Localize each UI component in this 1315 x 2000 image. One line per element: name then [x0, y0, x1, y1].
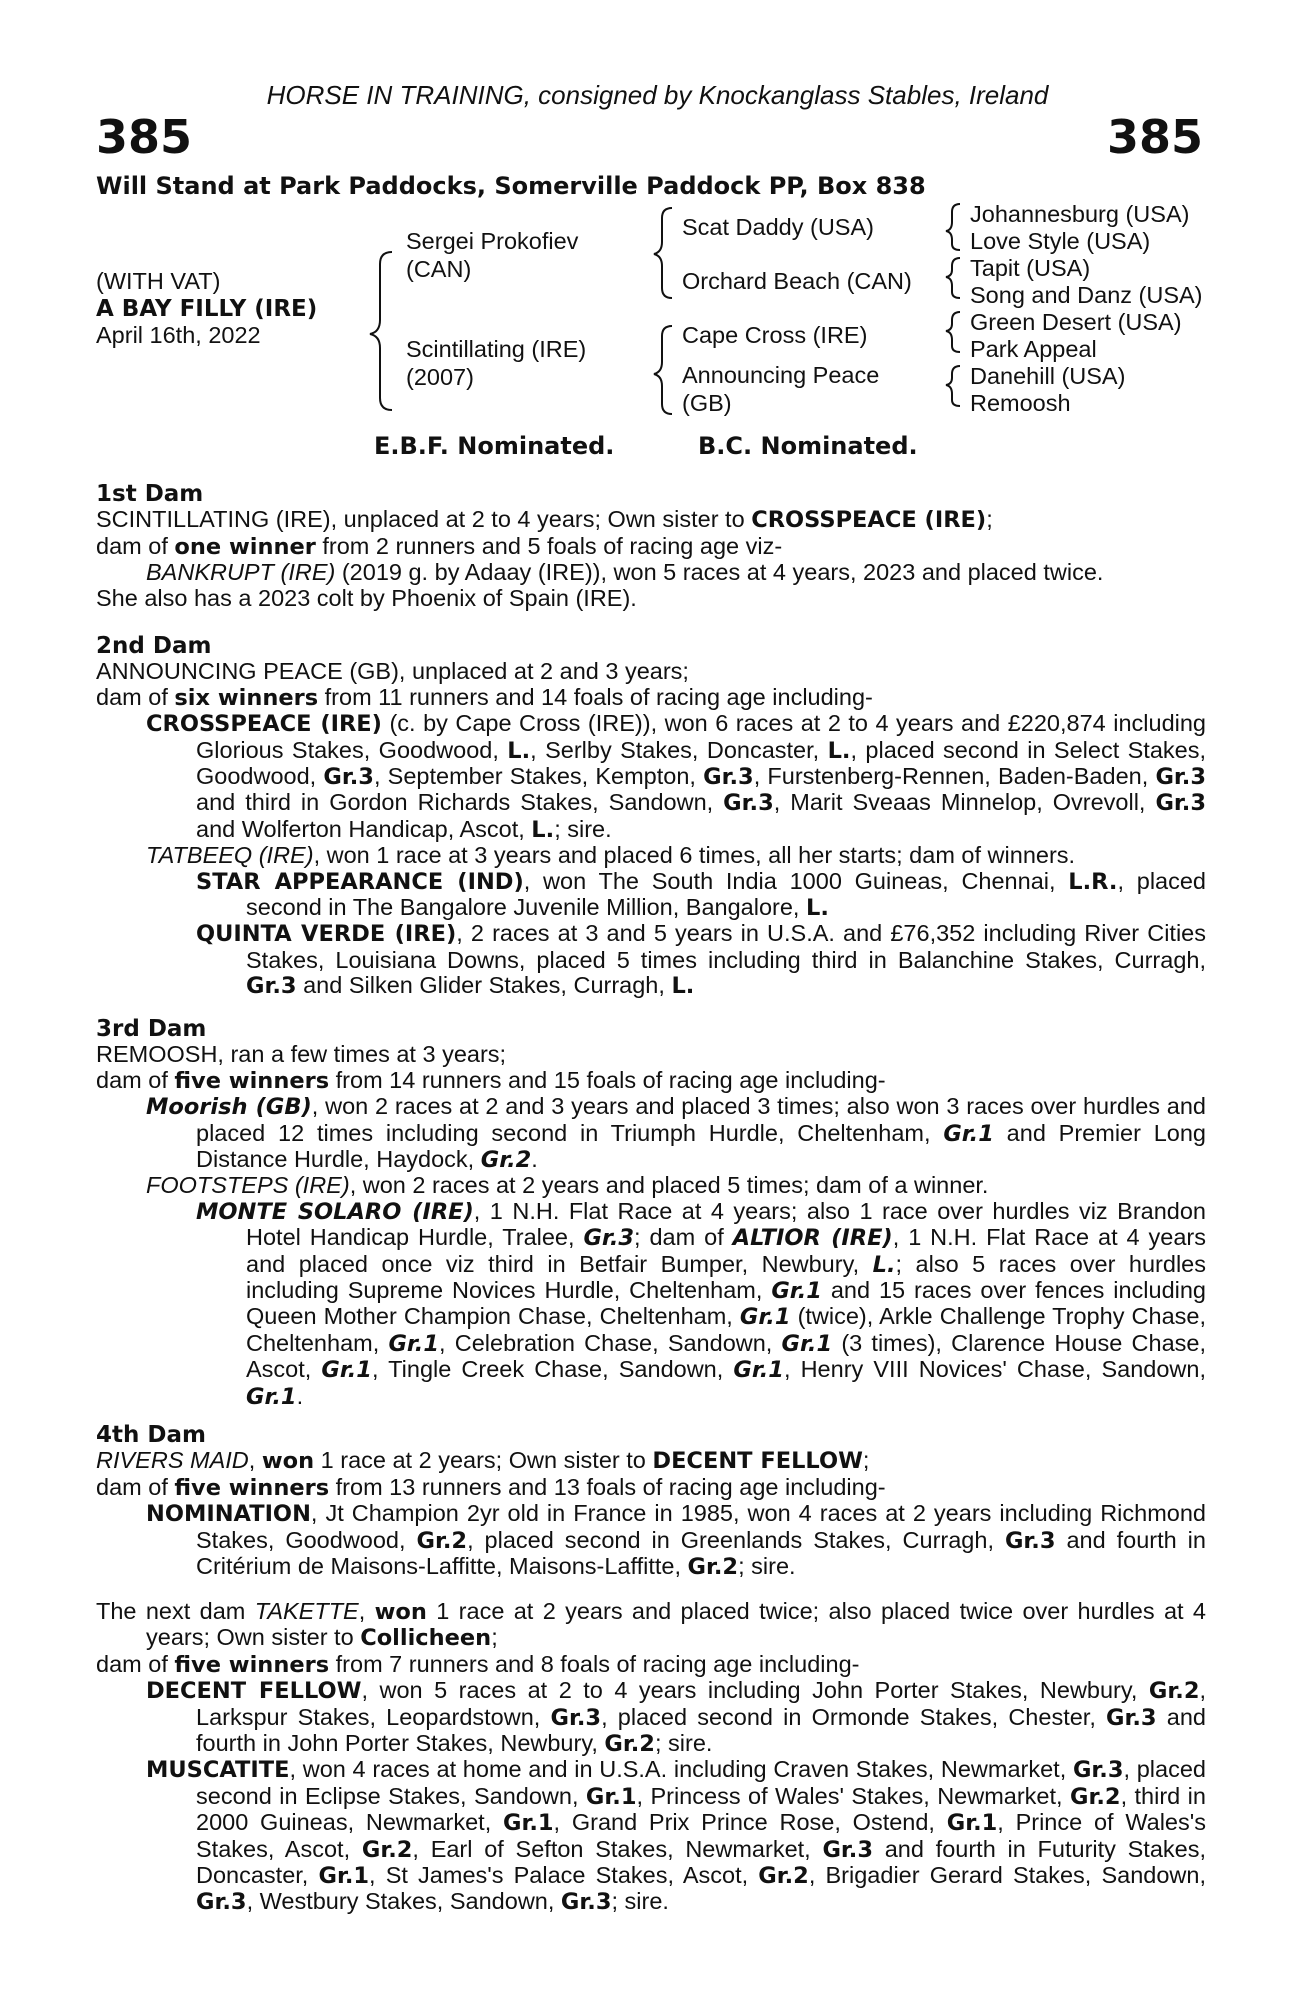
stand-location: Will Stand at Park Paddocks, Somerville Paddock PP, Box 838	[96, 172, 926, 200]
sire-country: (CAN)	[406, 256, 472, 282]
second-dam-section	[96, 634, 1206, 1000]
sire-dam: Orchard Beach (CAN)	[682, 268, 912, 294]
dds: Danehill (USA)	[970, 363, 1126, 389]
next-dam-line: The next dam TAKETTE, won 1 race at 2 years and placed twice; also placed twice over hurdles at 4 years; Own sister to Collicheen;	[96, 1598, 1207, 1652]
third-dam-section	[96, 1017, 1206, 1410]
next-dam-section	[96, 1599, 1206, 1916]
produce-muscatite: MUSCATITE, won 4 races at home and in U.S.A. including Craven Stakes, Newmarket, Gr.3, placed second in Eclipse Stakes, Sandown, Gr.1, Princess of Wales' Stakes, Newmarket, Gr.2, third in 2000 Guineas, Newmarket, Gr.1, Grand Prix Prince Rose, Ostend, Gr.1, Prince of Wales's Stakes, Ascot, Gr.2, Earl of Sefton Stakes, Newmarket, Gr.3 and fourth in Futurity Stakes, Doncaster, Gr.1, St James's Palace Stakes, Ascot, Gr.2, Brigadier Gerard Stakes, Sandown, Gr.3, Westbury Stakes, Sandown, Gr.3; sire.	[146, 1756, 1206, 1916]
third-dam-heading: 3rd Dam	[96, 1016, 207, 1042]
sire-name: Sergei Prokofiev	[406, 228, 579, 254]
ssd: Love Style (USA)	[970, 228, 1151, 254]
produce-moorish: Moorish (GB), won 2 races at 2 and 3 years and placed 3 times; also won 3 races over hurdles and placed 12 times including second in Triumph Hurdle, Cheltenham, Gr.1 and Premier Long Distance Hurdle, Haydock, Gr.2.	[146, 1093, 1207, 1174]
produce-tatbeeq: TATBEEQ (IRE), won 1 race at 3 years and placed 6 times, all her starts; dam of winners.	[146, 842, 1076, 869]
produce-crosspeace: CROSSPEACE (IRE) (c. by Cape Cross (IRE)), won 6 races at 2 to 4 years and £220,874 including Glorious Stakes, Goodwood, L., Serlby Stakes, Doncaster, L., placed second in Select Stakes, Goodwood, Gr.3, September Stakes, Kempton, Gr.3, Furstenberg-Rennen, Baden-Baden, Gr.3 and third in Gordon Richards Stakes, Sandown, Gr.3, Marit Sveaas Minnelop, Ovrevoll, Gr.3 and Wolferton Handicap, Ascot, L.; sire.	[146, 710, 1207, 843]
second-dam-line: ANNOUNCING PEACE (GB), unplaced at 2 and 3 years;	[96, 658, 689, 685]
sire-sire: Scat Daddy (USA)	[682, 214, 874, 240]
third-dam-line: REMOOSH, ran a few times at 3 years;	[96, 1041, 507, 1068]
produce-decent-fellow: DECENT FELLOW, won 5 races at 2 to 4 years including John Porter Stakes, Newbury, Gr.2, Larkspur Stakes, Leopardstown, Gr.3, placed second in Ormonde Stakes, Chester, Gr.3 and fourth in John Porter Stakes, Newbury, Gr.2; sire.	[146, 1677, 1207, 1758]
next-dam-produce: dam of five winners from 7 runners and 8 foals of racing age including-	[96, 1650, 860, 1678]
sss: Johannesburg (USA)	[970, 201, 1190, 227]
vat-note: (WITH VAT)	[96, 268, 221, 294]
catalogue-header: HORSE IN TRAINING, consigned by Knockanglass Stables, Ireland	[266, 80, 1049, 110]
first-dam-produce: dam of one winner from 2 runners and 5 foals of racing age viz-	[96, 532, 783, 560]
lot-number-left: 385	[96, 110, 193, 164]
fourth-dam-line: RIVERS MAID, won 1 race at 2 years; Own sister to DECENT FELLOW;	[96, 1447, 870, 1475]
dss: Green Desert (USA)	[970, 309, 1182, 335]
first-dam-heading: 1st Dam	[96, 481, 204, 507]
produce-star-appearance: STAR APPEARANCE (IND), won The South India 1000 Guineas, Chennai, L.R., placed second in The Bangalore Juvenile Million, Bangalore, L.	[196, 867, 1207, 922]
second-dam-heading: 2nd Dam	[96, 633, 212, 659]
dam-name: Scintillating (IRE)	[406, 336, 587, 362]
produce-quinta-verde: QUINTA VERDE (IRE), 2 races at 3 and 5 years in U.S.A. and £76,352 including River Cities Stakes, Louisiana Downs, placed 5 times including third in Balanchine Stakes, Curragh, Gr.3 and Silken Glider Stakes, Curragh, L.	[196, 920, 1207, 1000]
fourth-dam-produce: dam of five winners from 13 runners and 13 foals of racing age including-	[96, 1473, 886, 1501]
produce-monte-solaro: MONTE SOLARO (IRE), 1 N.H. Flat Race at 4 years; also 1 race over hurdles viz Brandon Hotel Handicap Hurdle, Tralee, Gr.3; dam of ALTIOR (IRE), 1 N.H. Flat Race at 4 years and placed once viz third in Betfair Bumper, Newbury, L.; also 5 races over hurdles including Supreme Novices Hurdle, Cheltenham, Gr.1 and 15 races over fences including Queen Mother Champion Chase, Cheltenham, Gr.1 (twice), Arkle Challenge Trophy Chase, Cheltenham, Gr.1, Celebration Chase, Sandown, Gr.1 (3 times), Clarence House Chase, Ascot, Gr.1, Tingle Creek Chase, Sandown, Gr.1, Henry VIII Novices' Chase, Sandown, Gr.1.	[196, 1197, 1207, 1410]
fourth-dam-section	[96, 1423, 1206, 1580]
dam-dam-line1: Announcing Peace	[682, 362, 880, 388]
lot-number-right: 385	[1106, 110, 1203, 164]
second-dam-produce: dam of six winners from 11 runners and 14 foals of racing age including-	[96, 683, 873, 711]
fourth-dam-heading: 4th Dam	[96, 1422, 206, 1448]
horse-name: A BAY FILLY (IRE)	[96, 296, 318, 322]
produce-bankrupt: BANKRUPT (IRE) (2019 g. by Adaay (IRE)), won 5 races at 4 years, 2023 and placed twice.	[146, 559, 1104, 586]
ddd: Remoosh	[970, 390, 1071, 416]
third-dam-produce: dam of five winners from 14 runners and 15 foals of racing age including-	[96, 1066, 886, 1094]
bc-nomination: B.C. Nominated.	[698, 432, 918, 460]
ebf-nomination: E.B.F. Nominated.	[374, 432, 615, 460]
dam-year: (2007)	[406, 364, 474, 390]
sds: Tapit (USA)	[970, 255, 1091, 281]
dam-dam-line2: (GB)	[682, 390, 732, 416]
sdd: Song and Danz (USA)	[970, 282, 1203, 308]
dsd: Park Appeal	[970, 336, 1097, 362]
produce-nomination: NOMINATION, Jt Champion 2yr old in France in 1985, won 4 races at 2 years including Richmond Stakes, Goodwood, Gr.2, placed second in Greenlands Stakes, Curragh, Gr.3 and fourth in Critérium de Maisons-Laffitte, Maisons-Laffitte, Gr.2; sire.	[146, 1500, 1206, 1581]
foaling-date: April 16th, 2022	[96, 322, 261, 348]
produce-footsteps: FOOTSTEPS (IRE), won 2 races at 2 years and placed 5 times; dam of a winner.	[146, 1172, 989, 1199]
first-dam-note: She also has a 2023 colt by Phoenix of Spain (IRE).	[96, 584, 637, 611]
first-dam-section	[96, 482, 1206, 611]
first-dam-line: SCINTILLATING (IRE), unplaced at 2 to 4 years; Own sister to CROSSPEACE (IRE);	[96, 506, 993, 534]
dam-sire: Cape Cross (IRE)	[682, 322, 868, 348]
